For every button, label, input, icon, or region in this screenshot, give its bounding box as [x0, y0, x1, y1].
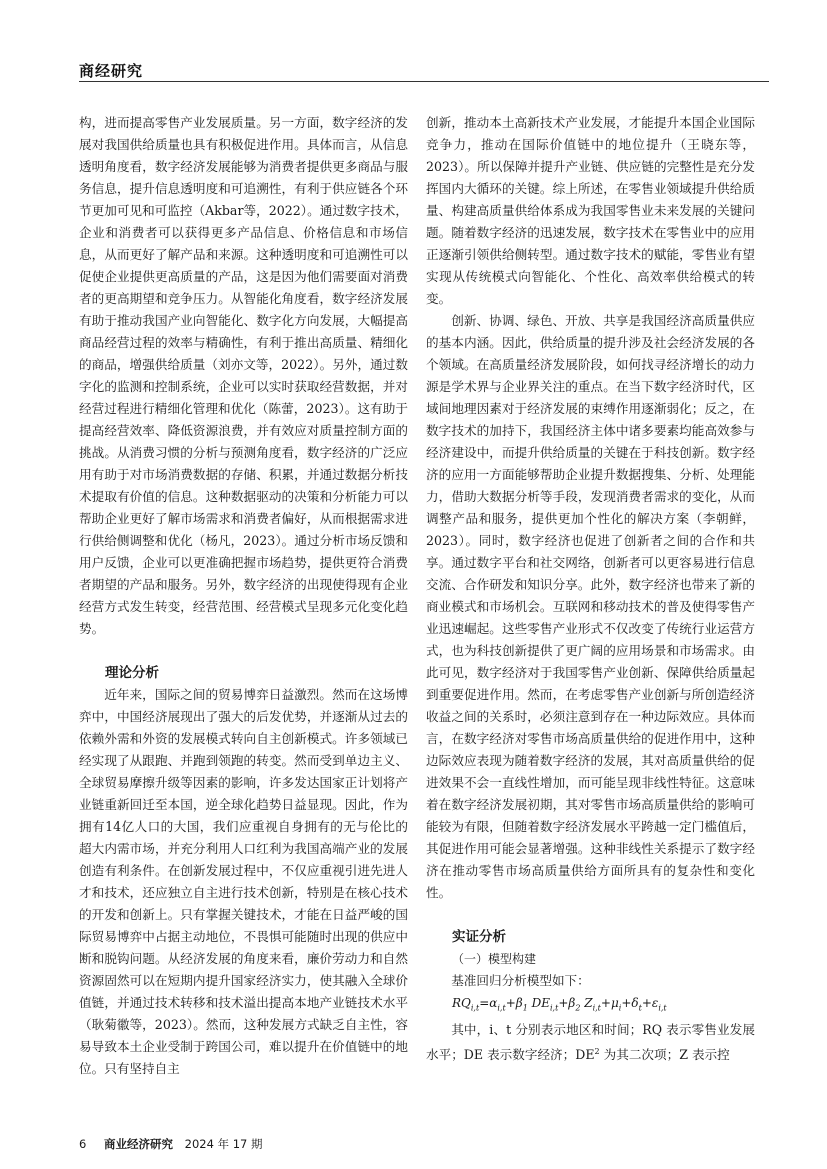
running-head-title: 商经研究 — [79, 62, 144, 80]
body-paragraph: 构，进而提高零售产业发展质量。另一方面，数字经济的发展对我国供给质量也具有积极促进作用。具体而言，从信息透明角度看，数字经济发展能够为消费者提供更多商品与服务信息，提升信息透明度和可追溯性，有利于供应链各个环节更加可见和可监控（Akbar等，2022）。通过数字技术，企业和消费者可以获得更多产品信息、价格信息和市场信息，从而更好了解产品和来源。这种透明度和可追溯性可以促使企业提供更高质量的产品，这是因为他们需要面对消费者的更高期望和竞争压力。从智能化角度看，数字经济发展有助于推动我国产业向智能化、数字化方向发展，大幅提高商品经营过程的效率与精确性，有利于推出高质量、精细化的商品，增强供给质量（刘亦文等，2022）。另外，通过数字化的监测和控制系统，企业可以实时获取经营数据，并对经营过程进行精细化管理和优化（陈蕾，2023）。这有助于提高经营效率、降低资源浪费，并有效应对质量控制方面的挑战。从消费习惯的分析与预测角度看，数字经济的广泛应用有助于对市场消费数据的存储、积累，并通过数据分析技术提取有价值的信息。这种数据驱动的决策和分析能力可以帮助企业更好了解市场需求和消费者偏好，从而根据需求进行供给侧调整和优化（杨凡，2023）。通过分析市场反馈和用户反馈，企业可以更准确把握市场趋势，提供更符合消费者期望的产品和服务。另外，数字经济的出现使得现有企业经营方式发生转变，经营范围、经营模式呈现多元化变化趋势。 — [79, 115, 408, 636]
body-paragraph: 基准回归分析模型如下： — [451, 973, 590, 988]
section-title-empirical: 实证分析 — [452, 929, 506, 945]
journal-name: 商业经济研究 — [103, 1137, 173, 1151]
subsection-title: （一）模型构建 — [452, 952, 537, 966]
body-paragraph: 近年来，国际之间的贸易博弈日益激烈。然而在这场博弈中，中国经济展现出了强大的后发优势，并逐渐从过去的依赖外需和外资的发展模式转向自主创新模式。许多领域已经实现了从跟跑、并跑到领跑的转变。然而受到单边主义、全球贸易摩擦升级等因素的影响，许多发达国家正计划将产业链重新回迁至本国，逆全球化趋势日益显现。因此，作为拥有14亿人口的大国，我们应重视自身拥有的无与伦比的超大内需市场，并充分利用人口红利为我国高端产业的发展创造有利条件。在创新发展过程中，不仅应重视引进先进人才和技术，还应独立自主进行技术创新，特别是在核心技术的开发和创新上。只有掌握关键技术，才能在日益严峻的国际贸易博弈中占据主动地位，不畏惧可能随时出现的供应中断和脱钩问题。从经济发展的角度来看，廉价劳动力和自然资源固然可以在短期内提升国家经济实力，使其融入全球价值链，并通过技术转移和技术溢出提高本地产业链技术水平（耿菊徽等，2023）。然而，这种发展方式缺乏自主性，容易导致本土企业受制于跨国公司，难以提升在价值链中的地位。只有坚持自主 — [79, 687, 408, 1076]
body-paragraph: 创新、协调、绿色、开放、共享是我国经济高质量供应的基本内涵。因此，供给质量的提升涉及社会经济发展的各个领域。在高质量经济发展阶段，如何找寻经济增长的动力源是学术界与企业界关注的重点。在当下数字经济时代，区域间地理因素对于经济发展的束缚作用逐渐弱化；反之，在数字技术的加持下，我国经济主体中诸多要素均能高效参与经济建设中，而提升供给质量的关键在于科技创新。数字经济的应用一方面能够帮助企业提升数据搜集、分析、处理能力，借助大数据分析等手段，发现消费者需求的变化，从而调整产品和服务，提供更加个性化的解决方案（李朝鲜，2023）。同时，数字经济也促进了创新者之间的合作和共享。通过数字平台和社交网络，创新者可以更容易进行信息交流、合作研发和知识分享。此外，数字经济也带来了新的商业模式和市场机会。互联网和移动技术的普及使得零售产业迅速崛起。这些零售产业形式不仅改变了传统行业运营方式，也为科技创新提供了更广阔的应用场景和市场需求。由此可见，数字经济对于我国零售产业创新、保障供给质量起到重要促进作用。然而，在考虑零售产业创新与所创造经济收益之间的关系时，必须注意到存在一种边际效应。具体而言，在数字经济对零售市场高质量供给的促进作用中，这种边际效应表现为随着数字经济的发展，其对高质量供给的促进效果不会一直线性增加，而可能呈现非线性特征。这意味着在数字经济发展初期，其对零售市场高质量供给的影响可能较为有限，但随着数字经济发展水平跨越一定门槛值后，其促进作用可能会显著增强。这种非线性关系提示了数字经济在推动零售市场高质量供给方面所具有的复杂性和变化性。 — [426, 313, 755, 900]
body-paragraph: 创新，推动本土高新技术产业发展，才能提升本国企业国际竞争力，推动在国际价值链中的地位提升（王晓东等，2023）。所以保障并提升产业链、供应链的完整性是充分发挥国内大循环的关键。综上所述，在零售业领域提升供给质量、构建高质量供给体系成为我国零售业未来发展的关键问题。随着数字经济的迅速发展，数字技术在零售业中的应用正逐渐引领供给侧转型。通过数字技术的赋能，零售业有望实现从传统模式向智能化、个性化、高效率供给模式的转变。 — [426, 115, 755, 306]
left-column — [79, 112, 408, 1080]
regression-formula: $RQ_{i,t}=\alpha_{i,t}+\beta_1$ $DE_{i,t}+\beta_2$ $Z_{i,t}+\mu_i+\delta_t+\varepsilon_{i,t}$ — [452, 996, 667, 1013]
right-column — [426, 112, 755, 1067]
page-footer — [79, 1136, 263, 1152]
section-title-theory: 理论分析 — [105, 665, 159, 681]
header-rule — [79, 81, 769, 82]
issue-info: 2024 年 17 期 — [184, 1137, 263, 1151]
page-number: 6 — [79, 1137, 87, 1151]
body-paragraph: 其中，i、t 分别表示地区和时间；RQ 表示零售业发展水平；DE 表示数字经济；$DE^2$ 为其二次项；Z 表示控 — [426, 1022, 755, 1063]
